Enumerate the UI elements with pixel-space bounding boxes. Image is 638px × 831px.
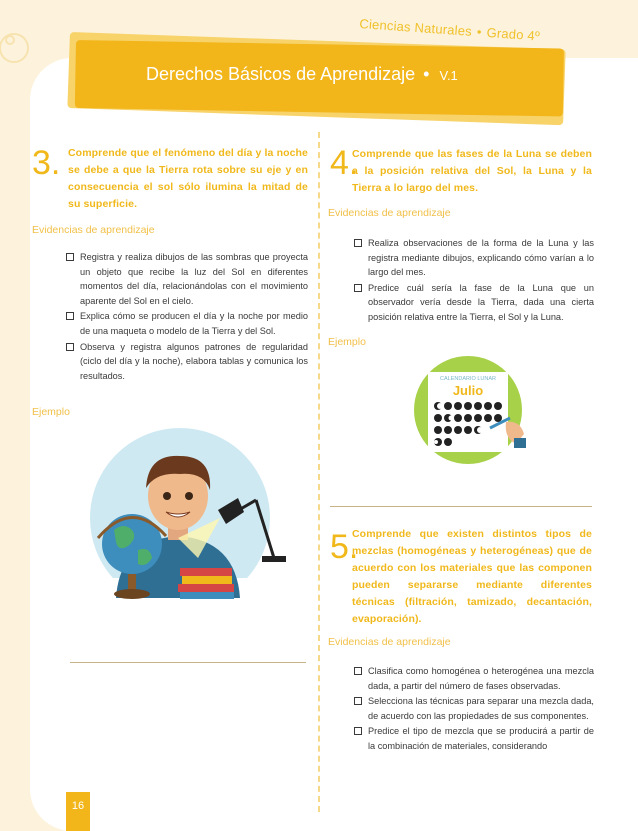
- banner-title: Derechos Básicos de Aprendizaje • V.1: [146, 64, 458, 84]
- list-item: Explica cómo se producen el día y la noche por medio de una maqueta o modelo de la Tierra y del Sol.: [66, 309, 308, 338]
- section-3-evidence-label: Evidencias de aprendizaje: [32, 224, 155, 236]
- section-4-number: 4.: [330, 144, 359, 182]
- list-item: Realiza observaciones de la forma de la Luna y las registra mediante dibujos, explicando cómo varían a lo largo del mes.: [354, 236, 594, 280]
- checkbox-bullet-icon: [354, 239, 362, 247]
- checkbox-bullet-icon: [66, 343, 74, 351]
- section-5-evidence-list: [354, 664, 594, 755]
- section-5-evidence-label: Evidencias de aprendizaje: [328, 636, 451, 648]
- subject-grade-label: Ciencias Naturales • Grado 4º: [358, 16, 541, 44]
- lunar-calendar-illustration: [414, 356, 522, 464]
- section-4-evidence-label: Evidencias de aprendizaje: [328, 207, 451, 219]
- section-3-heading: Comprende que el fenómeno del día y la noche se debe a que la Tierra rota sobre su eje y en consecuencia el sol sólo ilumina la mitad de su superficie.: [68, 147, 308, 210]
- calendar-title: CALENDARIO LUNAR: [440, 376, 496, 382]
- checkbox-bullet-icon: [354, 667, 362, 675]
- section-3-example-label: Ejemplo: [32, 406, 70, 418]
- section-3-divider: [70, 662, 306, 663]
- checkbox-bullet-icon: [354, 727, 362, 735]
- section-3-evidence-list: [66, 250, 308, 384]
- section-4-example-label: Ejemplo: [328, 336, 366, 348]
- list-item: Predice el tipo de mezcla que se producirá a partir de la combinación de materiales, considerando: [354, 724, 594, 753]
- calendar-month: Julio: [452, 383, 484, 398]
- checkbox-bullet-icon: [66, 253, 74, 261]
- section-4-heading: Comprende que las fases de la Luna se deben a la posición relativa del Sol, la Luna y la Tierra a lo largo del mes.: [352, 148, 592, 194]
- section-5-heading: Comprende que existen distintos tipos de mezclas (homogéneas y heterogéneas) que de acuerdo con los materiales que las componen pueden separarse mediante diferentes técnicas (filtración, tamizado, decantación, evaporación).: [352, 528, 592, 625]
- checkbox-bullet-icon: [66, 312, 74, 320]
- section-3-number: 3.: [32, 144, 61, 182]
- list-item: Clasifica como homogénea o heterogénea una mezcla dada, a partir del número de fases observadas.: [354, 664, 594, 693]
- list-item: Observa y registra algunos patrones de regularidad (ciclo del día y la noche), elabora tablas y comunica los resultados.: [66, 340, 308, 384]
- section-4-evidence-list: [354, 236, 594, 326]
- page-number: 16: [71, 800, 85, 812]
- column-divider: [318, 132, 320, 812]
- hand-pencil-icon: [486, 408, 526, 448]
- checkbox-bullet-icon: [354, 284, 362, 292]
- boy-globe-lamp-illustration: [68, 418, 288, 610]
- section-5-number: 5.: [330, 528, 359, 566]
- list-item: Selecciona las técnicas para separar una mezcla dada, de acuerdo con las propiedades de sus componentes.: [354, 694, 594, 723]
- list-item: Registra y realiza dibujos de las sombras que proyecta un objeto que recibe la luz del Sol en diferentes momentos del día, relacionándolas con el movimiento aparente del Sol en el cielo.: [66, 250, 308, 308]
- section-4-divider: [330, 506, 592, 507]
- checkbox-bullet-icon: [354, 697, 362, 705]
- list-item: Predice cuál sería la fase de la Luna que un observador vería desde la Tierra, dada una cierta posición relativa entre la Tierra, el Sol y la Luna.: [354, 281, 594, 325]
